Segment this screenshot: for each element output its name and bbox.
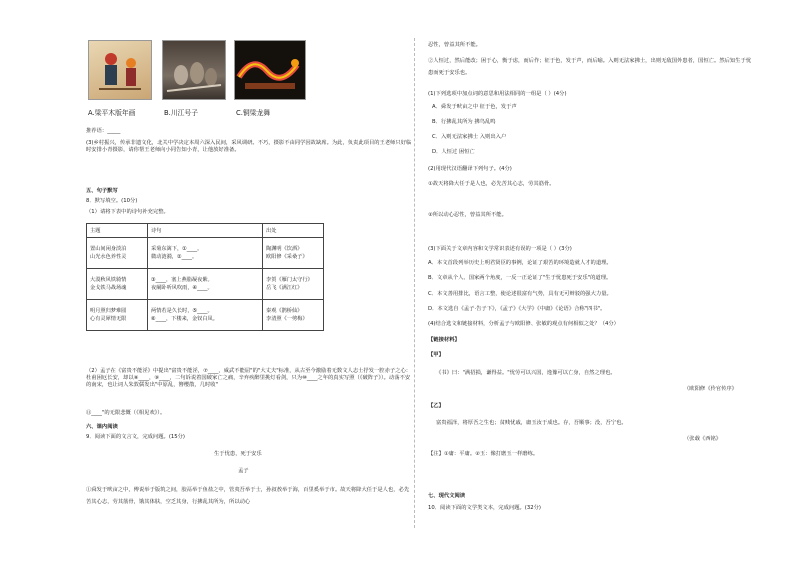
material-yi-label: 【乙】 bbox=[428, 403, 444, 409]
table-header-poem: 诗句 bbox=[148, 224, 263, 238]
poem-table bbox=[86, 223, 324, 331]
question-9-2: (2)用现代汉语翻译下列句子。(4分) bbox=[428, 166, 512, 172]
material-jia-label: 【甲】 bbox=[428, 352, 444, 358]
material-jia-source: （欧阳修《伶官传序》 bbox=[684, 386, 737, 392]
annotation-note: 【注】①庸：平庸。②玉：像打磨玉一样磨练。 bbox=[428, 451, 539, 457]
essay-title: 生于忧患，死于安乐 bbox=[214, 451, 262, 457]
question-8-part-3: ⑪____"的无限悲慨（《相见欢》）。 bbox=[86, 410, 166, 416]
image-caption-a: A.梁平木版年画 bbox=[88, 109, 136, 117]
link-material-heading: 【链接材料】 bbox=[428, 337, 460, 343]
source-line: 秦观《鹊桥仙》 bbox=[266, 308, 303, 314]
poem-line: 微动涟漪，②____。 bbox=[151, 254, 198, 260]
option-3a: A．本文首段列举历史上明君贤臣的事例，论证了艰苦的环境造就人才的道理。 bbox=[428, 260, 612, 266]
option-3b: B．文章从个人、国家两个角度，一反一正论证了"生于忧患死于安乐"的道理。 bbox=[428, 275, 612, 281]
dragon-dance-image bbox=[234, 40, 306, 100]
question-3-text: (3)乡村振兴，传承非遗文化，北关中学决定本周六深入民间，采风调研。不巧，摄影不由同学因故缺席。为此，负责此项目的王老师只好临时安排小青摄影，请你帮王老师向小同告知小青，让他放好准备。 bbox=[86, 140, 412, 153]
essay-continued: 忍性，曾益其所不能。 bbox=[428, 42, 481, 48]
translate-sentence-1: ①故天将降大任于是人也，必先苦其心志，劳其筋骨。 bbox=[428, 181, 555, 187]
question-8-part-2: （2）孟子在《富贵不能淫》中提出"富贵不能淫，⑦____，威武不能屈"的"大丈夫"标准，从古至今激励着无数文人志士抒发一腔赤子之心：杜甫困厄长安，却以⑧____，⑨____，二句诉说着国破家亡之痛，辛弃疾醉里挑灯看剑，只为⑩____之年的真实写照（《破阵子》）。动荡不安的南宋，也让词人朱敦儒发出"中原乱，簪缨散，几时收" bbox=[86, 368, 412, 388]
essay-paragraph-2: ②人恒过，然后能改；困于心，衡于虑，而后作；征于色，发于声，而后喻。入则无法家拂士，出则无敌国外患者，国恒亡。然后知生于忧患而死于安乐也。 bbox=[428, 58, 752, 76]
option-c: C．入则无法家拂士 入则出入户 bbox=[432, 134, 507, 140]
source-line: 李清照《一剪梅》 bbox=[266, 316, 308, 322]
material-yi-text: 富贵福泽，将厚吾之生也；贫贱忧戚，庸玉汝于成也。存，吾顺事；没，吾宁也。 bbox=[436, 420, 627, 426]
question-10-heading: 10．阅读下面的文学类文本，完成问题。(32分) bbox=[428, 505, 541, 511]
translate-sentence-2: ②所以动心忍性，曾益其所不能。 bbox=[428, 212, 507, 218]
image-caption-c: C.铜梁龙舞 bbox=[236, 109, 271, 117]
source-line: 陶渊明《饮酒》 bbox=[266, 246, 303, 252]
option-3d: D．本文选自《孟子·告子下》，《孟子》《大学》《中庸》《论语》合称"四书"。 bbox=[428, 306, 606, 312]
option-d: D．人恒过 困恒亡 bbox=[432, 149, 475, 155]
column-divider bbox=[414, 38, 415, 528]
section-7-heading: 七、现代文阅读 bbox=[428, 493, 466, 499]
material-jia-text: 《书》曰："满招损，谦得益。"忧劳可以兴国，逸豫可以亡身，自然之理也。 bbox=[436, 370, 616, 376]
question-8-part-1: （1）请将下表中的诗句补充完整。 bbox=[86, 209, 169, 215]
section-6-heading: 六、课内阅读 bbox=[86, 424, 118, 430]
material-yi-source: （张载《西铭》 bbox=[684, 436, 722, 442]
table-header-theme: 主题 bbox=[87, 224, 148, 238]
section-5-heading: 五、句子默写 bbox=[86, 188, 118, 194]
question-9-4: (4)结合选文和链接材料，分析孟子与欧阳修、张敏的观点有何相似之处？（4分） bbox=[428, 321, 619, 327]
option-b: B．行拂乱其所为 拂鸟乱鸣 bbox=[432, 119, 496, 125]
question-9-heading: 9．阅读下面的文言文，完成问题。(15分) bbox=[86, 434, 185, 440]
theme-line: 山光水色养性灵 bbox=[90, 254, 127, 260]
poem-line: 两情若是久长时，⑤____。 bbox=[151, 308, 213, 314]
river-chant-image bbox=[162, 40, 226, 100]
recommend-line: 推荐语：_____ bbox=[86, 128, 121, 134]
table-row bbox=[87, 238, 324, 269]
question-9-1: (1)下列选项中加点词的意思和用法相同的一组是（ ）(4分) bbox=[428, 91, 567, 97]
theme-line: 置山间闲身淡泊 bbox=[90, 246, 127, 252]
theme-line: 金戈铁马战场魂 bbox=[90, 285, 127, 291]
poem-line: 夜阑卧听风吹雨，④____。 bbox=[151, 285, 213, 291]
source-line: 欧阳修《采桑子》 bbox=[266, 254, 308, 260]
table-row bbox=[87, 300, 324, 331]
question-9-3: (3)下面关于文章内容和文学常识表述有误的一项是（ ）(3分) bbox=[428, 246, 572, 252]
source-line: 李贺《雁门太守行》 bbox=[266, 277, 313, 283]
poem-line: 采菊东篱下，①____。 bbox=[151, 246, 203, 252]
table-header-source: 出处 bbox=[263, 224, 324, 238]
theme-line: 明月照归梦难圆 bbox=[90, 308, 127, 314]
option-a: A．舜发于畎亩之中 征于色，发于声 bbox=[432, 104, 517, 110]
option-3c: C．本文善用排比，语言工整，使论述很富有气势，具有无可辩驳的强大力量。 bbox=[428, 291, 612, 297]
theme-line: 大漠秋风铁骑情 bbox=[90, 277, 127, 283]
woodblock-painting-image bbox=[88, 40, 152, 100]
poem-line: ⑥____，下楼来，金钗白凤。 bbox=[151, 316, 218, 322]
essay-author: 孟子 bbox=[238, 468, 249, 474]
table-row bbox=[87, 269, 324, 300]
essay-body: ①舜发于畎亩之中，傅说举于版筑之间，胶鬲举于鱼盐之中，管夷吾举于士，孙叔敖举于海，百里奚举于市。故天将降大任于是人也，必先苦其心志，劳其筋骨，饿其体肤，空乏其身，行拂乱其所为，所以动心 bbox=[86, 487, 410, 505]
image-caption-b: B.川江号子 bbox=[164, 109, 199, 117]
theme-line: 心有灵犀情无限 bbox=[90, 316, 127, 322]
question-8-heading: 8．默写填空。(10分) bbox=[86, 198, 138, 204]
source-line: 岳飞《满江红》 bbox=[266, 285, 303, 291]
poem-line: ③____，塞上燕脂凝夜紫。 bbox=[151, 277, 213, 283]
